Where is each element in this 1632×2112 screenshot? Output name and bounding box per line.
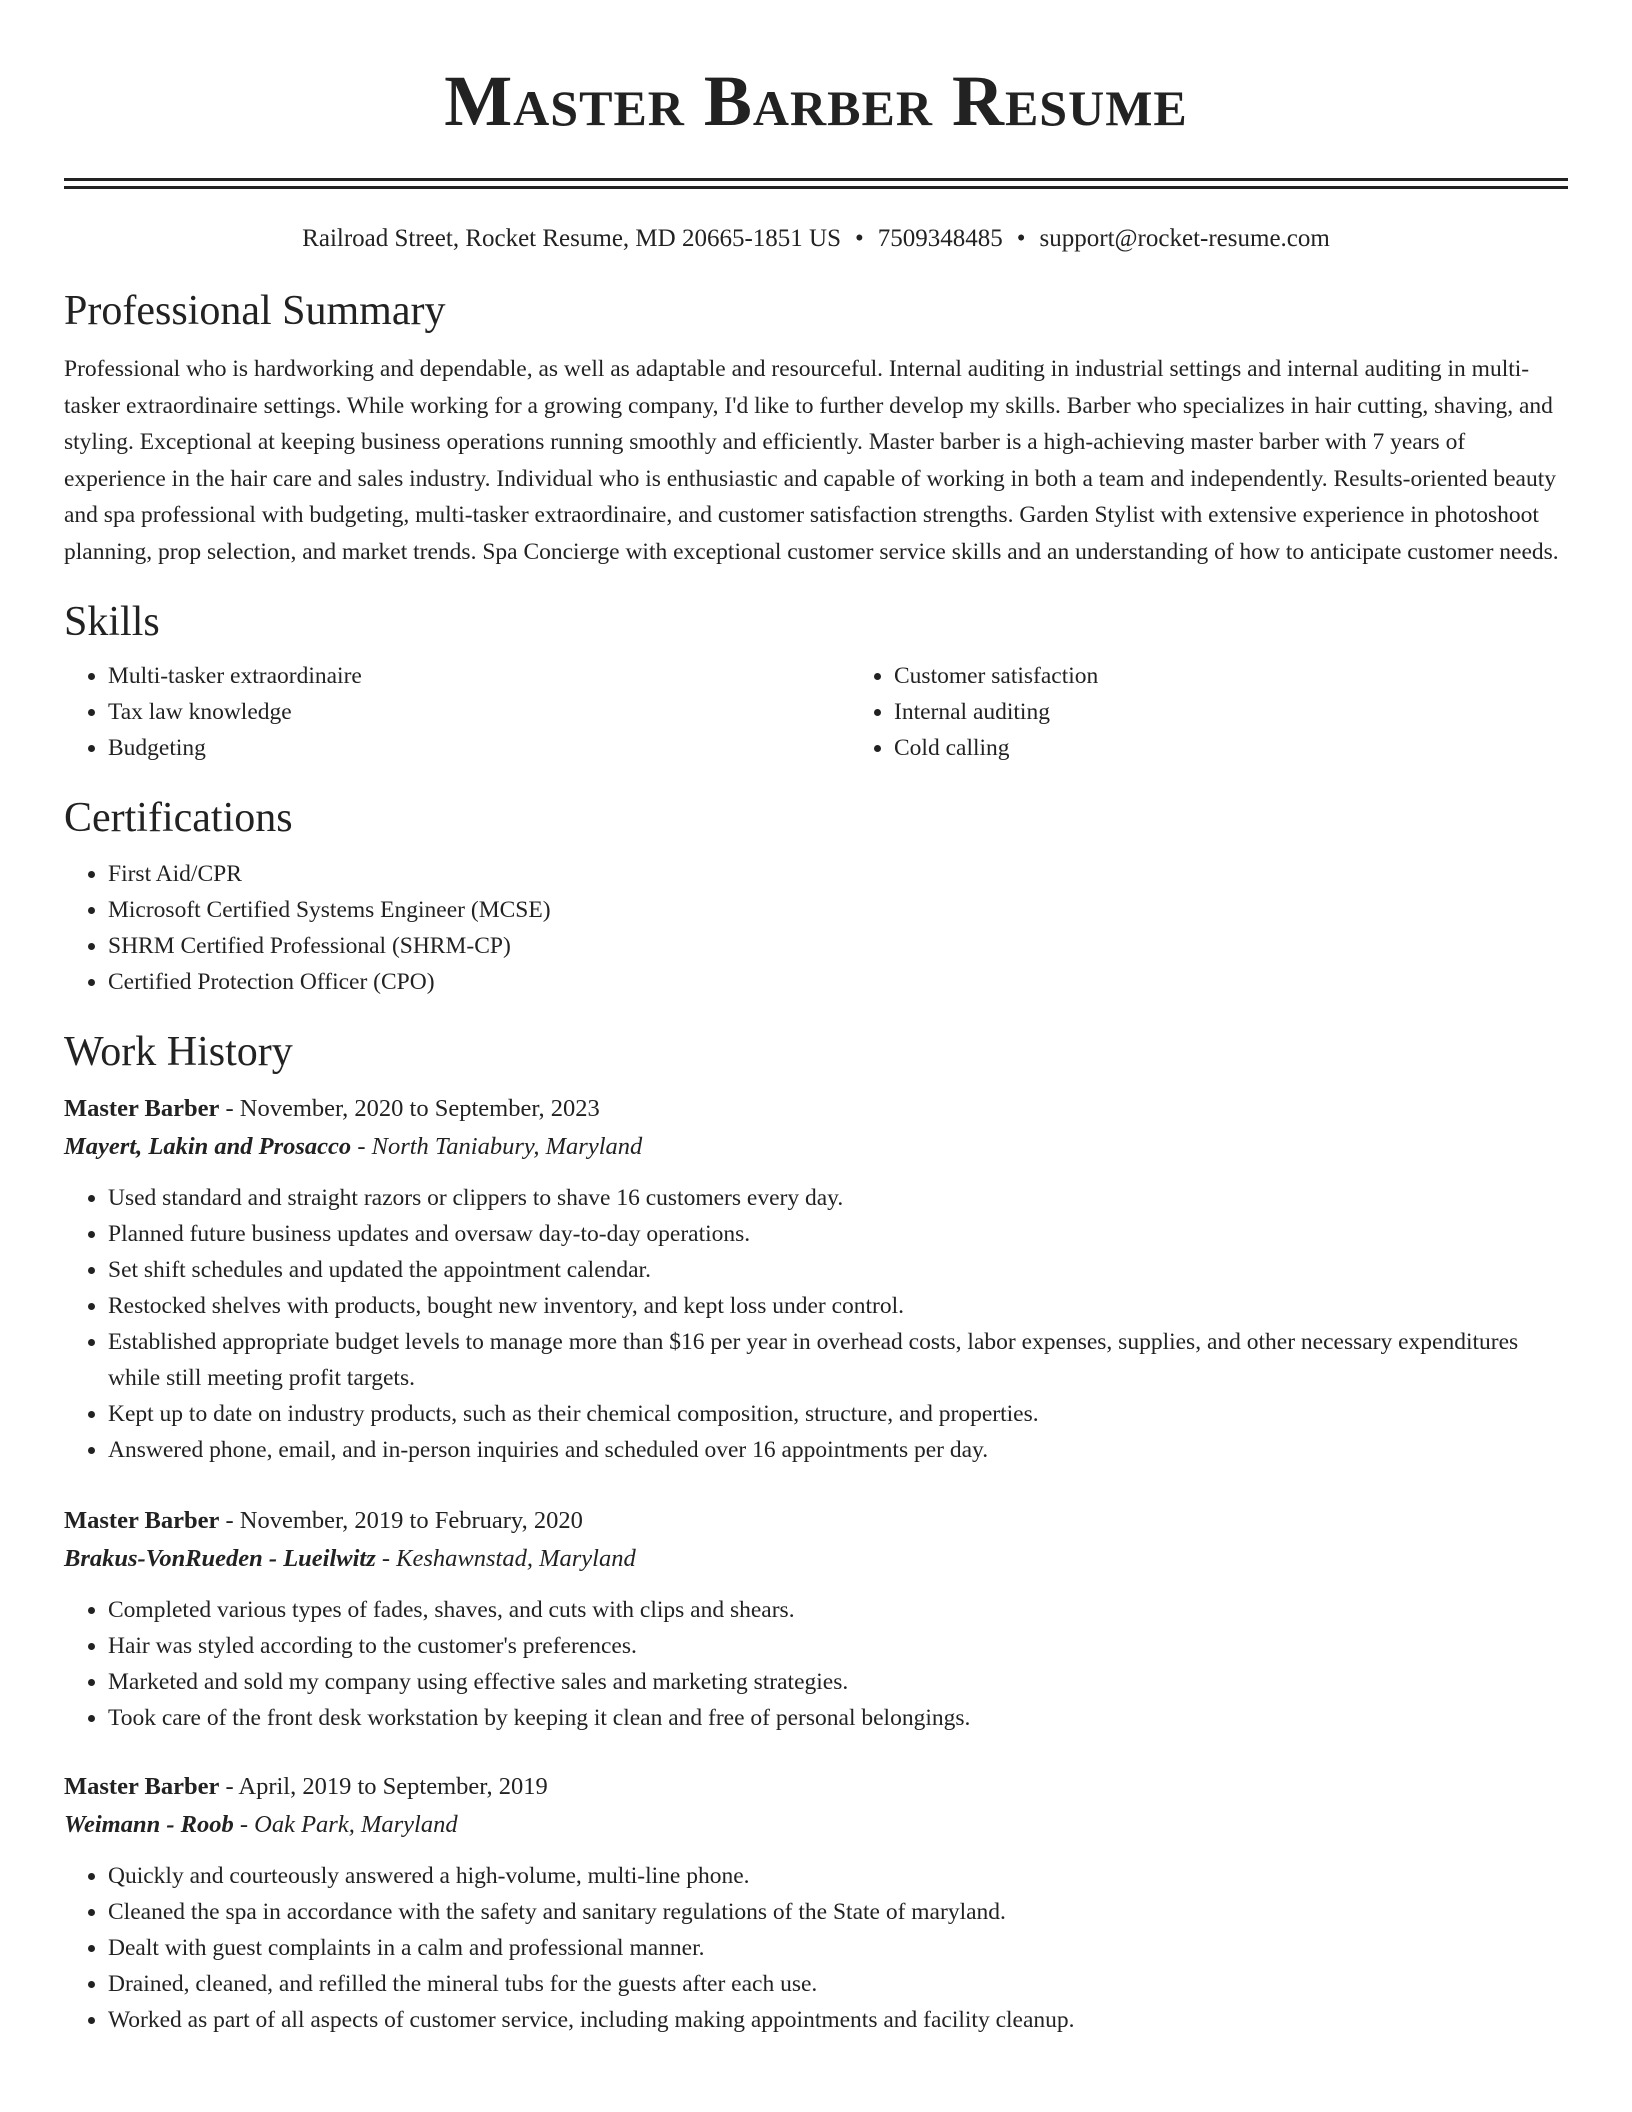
summary-section bbox=[64, 285, 1568, 570]
certification-item: • SHRM Certified Professional (SHRM-CP) bbox=[108, 928, 1568, 964]
job-entry bbox=[64, 1502, 1568, 1736]
job-bullet: • Worked as part of all aspects of customer service, including making appointments and facility cleanup. bbox=[108, 2002, 1568, 2038]
job-bullets bbox=[64, 1180, 1568, 1468]
job-bullet: • Drained, cleaned, and refilled the mineral tubs for the guests after each use. bbox=[108, 1966, 1568, 2002]
job-location: - North Taniabury, Maryland bbox=[351, 1133, 643, 1160]
certification-item: • Microsoft Certified Systems Engineer (MCSE) bbox=[108, 892, 1568, 928]
skills-heading: Skills bbox=[64, 599, 160, 645]
job-company-line bbox=[64, 1128, 1568, 1166]
job-bullet: • Kept up to date on industry products, such as their chemical composition, structure, and properties. bbox=[108, 1396, 1568, 1432]
work-history-section bbox=[64, 1026, 1568, 2038]
certifications-heading: Certifications bbox=[64, 795, 293, 841]
contact-separator: • bbox=[1016, 225, 1026, 252]
job-entry bbox=[64, 1090, 1568, 1468]
contact-phone: 7509348485 bbox=[877, 225, 1003, 252]
job-header bbox=[64, 1768, 1568, 1806]
skill-item: • Customer satisfaction bbox=[894, 658, 1632, 694]
work-history-heading: Work History bbox=[64, 1029, 293, 1075]
skill-item: • Tax law knowledge bbox=[108, 694, 850, 730]
job-dates: - November, 2019 to February, 2020 bbox=[219, 1507, 583, 1534]
job-bullet: • Took care of the front desk workstation by keeping it clean and free of personal belongings. bbox=[108, 1700, 1568, 1736]
certification-item: • First Aid/CPR bbox=[108, 856, 1568, 892]
job-bullet: • Restocked shelves with products, bought new inventory, and kept loss under control. bbox=[108, 1288, 1568, 1324]
job-title: Master Barber bbox=[64, 1095, 220, 1122]
skill-item: • Internal auditing bbox=[894, 694, 1632, 730]
job-header bbox=[64, 1090, 1568, 1128]
contact-address: Railroad Street, Rocket Resume, MD 20665-1851 US bbox=[302, 225, 841, 252]
title-divider bbox=[64, 178, 1568, 189]
job-bullet: • Answered phone, email, and in-person inquiries and scheduled over 16 appointments per day. bbox=[108, 1432, 1568, 1468]
job-entry bbox=[64, 1768, 1568, 2038]
skills-list-right bbox=[850, 658, 1632, 766]
summary-heading: Professional Summary bbox=[64, 288, 446, 334]
job-title: Master Barber bbox=[64, 1773, 220, 1800]
skills-grid bbox=[64, 658, 1568, 766]
contact-separator: • bbox=[855, 225, 864, 252]
job-location: - Oak Park, Maryland bbox=[233, 1811, 458, 1838]
job-header bbox=[64, 1502, 1568, 1540]
summary-text: Professional who is hardworking and dependable, as well as adaptable and resourceful. Internal auditing in industrial settings and internal auditing in multi-tasker extraordinaire settings. While working for a growing company, I'd like to further develop my skills. Barber who specializes in hair cutting, shaving, and styling. Exceptional at keeping business operations running smoothly and efficiently. Master barber is a high-achieving master barber with 7 years of experience in the hair care and sales industry. Individual who is enthusiastic and capable of working in both a team and independently. Results-oriented beauty and spa professional with budgeting, multi-tasker extraordinaire, and customer satisfaction strengths. Garden Stylist with extensive experience in photoshoot planning, prop selection, and market trends. Spa Concierge with exceptional customer service skills and an understanding of how to anticipate customer needs. bbox=[64, 356, 1559, 565]
skill-item: • Budgeting bbox=[108, 730, 850, 766]
job-company: Mayert, Lakin and Prosacco bbox=[64, 1133, 352, 1160]
skills-section bbox=[64, 596, 1568, 766]
resume-title: Master Barber Resume bbox=[444, 61, 1188, 141]
job-bullet: • Completed various types of fades, shaves, and cuts with clips and shears. bbox=[108, 1592, 1568, 1628]
job-company-line bbox=[64, 1806, 1568, 1844]
job-bullets bbox=[64, 1858, 1568, 2038]
job-bullet: • Used standard and straight razors or clippers to shave 16 customers every day. bbox=[108, 1180, 1568, 1216]
resume-page bbox=[64, 0, 1568, 2038]
job-bullet: • Dealt with guest complaints in a calm and professional manner. bbox=[108, 1930, 1568, 1966]
job-dates: - April, 2019 to September, 2019 bbox=[219, 1773, 548, 1800]
skills-list-left bbox=[64, 658, 850, 766]
certification-item: • Certified Protection Officer (CPO) bbox=[108, 964, 1568, 1000]
job-company: Weimann - Roob bbox=[64, 1811, 234, 1838]
job-dates: - November, 2020 to September, 2023 bbox=[219, 1095, 600, 1122]
certifications-list bbox=[64, 856, 1568, 1000]
job-title: Master Barber bbox=[64, 1507, 220, 1534]
job-bullets bbox=[64, 1592, 1568, 1736]
skill-item: • Cold calling bbox=[894, 730, 1632, 766]
job-location: - Keshawnstad, Maryland bbox=[375, 1545, 636, 1572]
job-bullet: • Planned future business updates and oversaw day-to-day operations. bbox=[108, 1216, 1568, 1252]
certifications-section bbox=[64, 792, 1568, 1000]
job-bullet: • Set shift schedules and updated the appointment calendar. bbox=[108, 1252, 1568, 1288]
job-company: Brakus-VonRueden - Lueilwitz bbox=[64, 1545, 376, 1572]
contact-email: support@rocket-resume.com bbox=[1039, 225, 1330, 252]
job-bullet: • Cleaned the spa in accordance with the safety and sanitary regulations of the State of maryland. bbox=[108, 1894, 1568, 1930]
job-company-line bbox=[64, 1540, 1568, 1578]
job-bullet: • Established appropriate budget levels to manage more than $16 per year in overhead costs, labor expenses, supplies, and other necessary expenditures while still meeting profit targets. bbox=[108, 1324, 1568, 1396]
job-bullet: • Marketed and sold my company using effective sales and marketing strategies. bbox=[108, 1664, 1568, 1700]
skill-item: • Multi-tasker extraordinaire bbox=[108, 658, 850, 694]
job-bullet: • Quickly and courteously answered a high-volume, multi-line phone. bbox=[108, 1858, 1568, 1894]
job-bullet: • Hair was styled according to the customer's preferences. bbox=[108, 1628, 1568, 1664]
contact-line bbox=[64, 223, 1568, 255]
